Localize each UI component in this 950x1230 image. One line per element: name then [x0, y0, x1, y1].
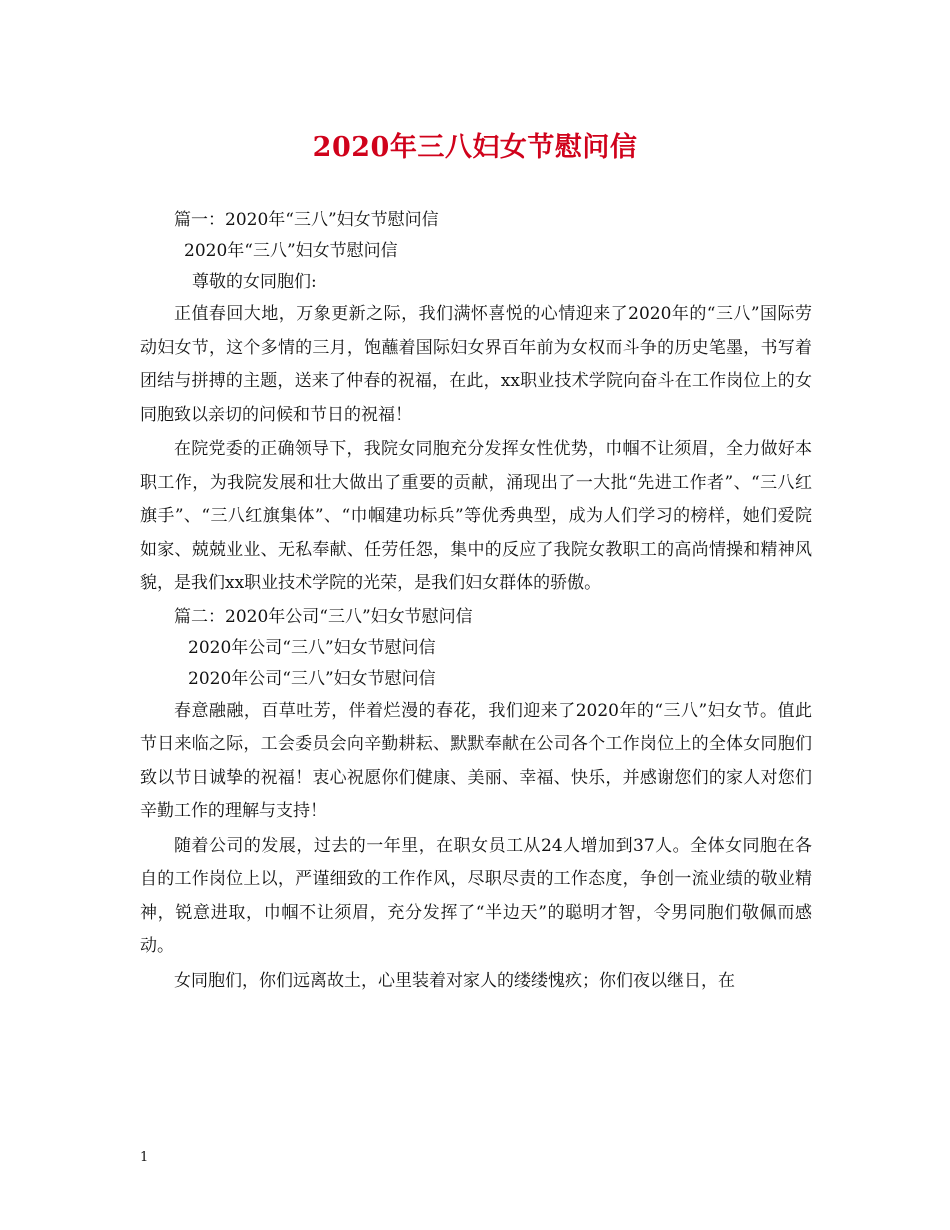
document-body — [140, 205, 812, 999]
page-number: 1 — [140, 1150, 149, 1165]
paragraph: 正值春回大地，万象更新之际，我们满怀喜悦的心情迎来了2020年的“三八”国际劳动妇女节，这个多情的三月，饱蘸着国际妇女界百年前为女权而斗争的历史笔墨，书写着团结与拼搏的主题，送来了仲春的祝福，在此，xx职业技术学院向奋斗在工作岗位上的女同胞致以亲切的问候和节日的祝福！ — [140, 304, 812, 425]
letter-subtitle-part1: 2020年“三八”妇女节慰问信 — [184, 241, 398, 261]
section-heading-part2: 篇二：2020年公司“三八”妇女节慰问信 — [174, 606, 473, 627]
paragraph: 随着公司的发展，过去的一年里，在职女员工从24人增加到37人。全体女同胞在各自的工作岗位上以，严谨细致的工作作风，尽职尽责的工作态度，争创一流业绩的敬业精神，锐意进取，巾帼不让须眉，充分发挥了“半边天”的聪明才智，令男同胞们敬佩而感动。 — [140, 835, 812, 956]
paragraph: 女同胞们，你们远离故土，心里装着对家人的缕缕愧疚；你们夜以继日，在 — [174, 970, 735, 991]
letter-greeting: 尊敬的女同胞们: — [192, 272, 317, 292]
letter-subtitle-part2: 2020年公司“三八”妇女节慰问信 — [188, 668, 436, 689]
letter-subtitle-part2: 2020年公司“三八”妇女节慰问信 — [188, 637, 436, 658]
paragraph: 春意融融，百草吐芳，伴着烂漫的春花，我们迎来了2020年的“三八”妇女节。值此节日来临之际，工会委员会向辛勤耕耘、默默奉献在公司各个工作岗位上的全体女同胞们致以节日诚挚的祝福！衷心祝愿你们健康、美丽、幸福、快乐，并感谢您们的家人对您们辛勤工作的理解与支持！ — [140, 700, 812, 821]
section-heading-part1: 篇一：2020年“三八”妇女节慰问信 — [174, 210, 439, 230]
document-title: 2020年三八妇女节慰问信 — [312, 132, 638, 163]
paragraph: 在院党委的正确领导下，我院女同胞充分发挥女性优势，巾帼不让须眉，全力做好本职工作，为我院发展和壮大做出了重要的贡献，涌现出了一大批“先进工作者”、“三八红旗手”、“三八红旗集体”、“巾帼建功标兵”等优秀典型，成为人们学习的榜样，她们爱院如家、兢兢业业、无私奉献、任劳任怨，集中的反应了我院女教职工的高尚情操和精神风貌，是我们xx职业技术学院的光荣，是我们妇女群体的骄傲。 — [140, 439, 812, 593]
